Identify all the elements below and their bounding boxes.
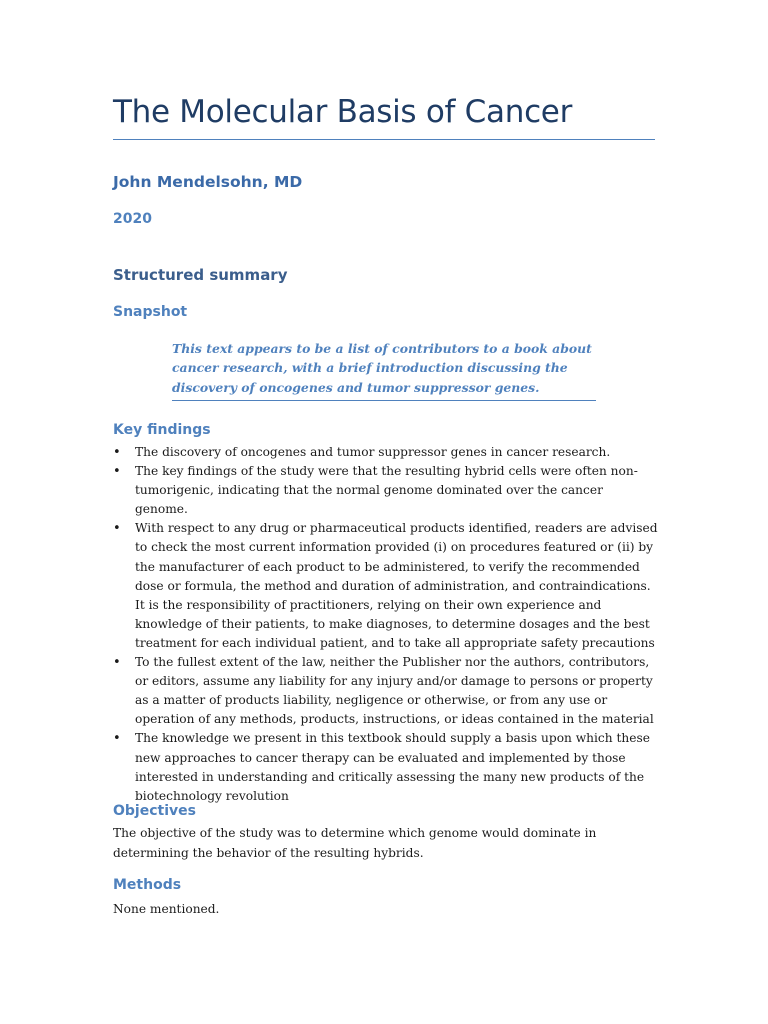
list-item (113, 443, 658, 462)
list-item (113, 729, 658, 805)
snapshot-heading: Snapshot (113, 304, 188, 320)
bullet-icon: • (113, 731, 121, 747)
methods-text: None mentioned. (113, 902, 220, 916)
publication-year: 2020 (113, 211, 152, 227)
list-item (113, 653, 658, 729)
author-name: John Mendelsohn, MD (113, 173, 303, 191)
structured-summary-heading: Structured summary (113, 266, 288, 284)
finding-text: The key findings of the study were that the resulting hybrid cells were often non-tumorigenic, indicating that the normal genome dominated over the cancer genome. (135, 464, 638, 517)
list-item (113, 462, 658, 519)
key-findings-heading: Key findings (113, 422, 211, 438)
objectives-heading: Objectives (113, 803, 196, 819)
bullet-icon: • (113, 655, 121, 671)
key-findings-list (113, 443, 658, 806)
methods-heading: Methods (113, 877, 182, 893)
bullet-icon: • (113, 445, 121, 460)
document-title: The Molecular Basis of Cancer (113, 94, 573, 130)
finding-text: The knowledge we present in this textbook should supply a basis upon which these new approaches to cancer therapy can be evaluated and implemented by those interested in understanding and critically assessing the many new products of the biotechnology revolution (135, 731, 650, 803)
list-item (113, 519, 658, 653)
finding-text: To the fullest extent of the law, neither the Publisher nor the authors, contributors, or editors, assume any liability for any injury and/or damage to persons or property as a matter of products liability, negligence or otherwise, or from any use or operation of any methods, products, instructions, or ideas contained in the material (135, 655, 654, 727)
finding-text: The discovery of oncogenes and tumor suppressor genes in cancer research. (135, 445, 611, 459)
snapshot-quote: This text appears to be a list of contributors to a book about cancer research, with a brief introduction discussing the discovery of oncogenes and tumor suppressor genes. (172, 339, 596, 401)
bullet-icon: • (113, 464, 121, 480)
finding-text: With respect to any drug or pharmaceutical products identified, readers are advised to check the most current information provided (i) on procedures featured or (ii) by the manufacturer of each product to be administered, to verify the recommended dose or formula, the method and duration of administration, and contraindications. It is the responsibility of practitioners, relying on their own experience and knowledge of their patients, to make diagnoses, to determine dosages and the best treatment for each individual patient, and to take all appropriate safety precautions (135, 521, 658, 650)
objectives-text: The objective of the study was to determine which genome would dominate in determining the behavior of the resulting hybrids. (113, 826, 597, 860)
bullet-icon: • (113, 521, 121, 537)
title-divider (113, 139, 655, 140)
